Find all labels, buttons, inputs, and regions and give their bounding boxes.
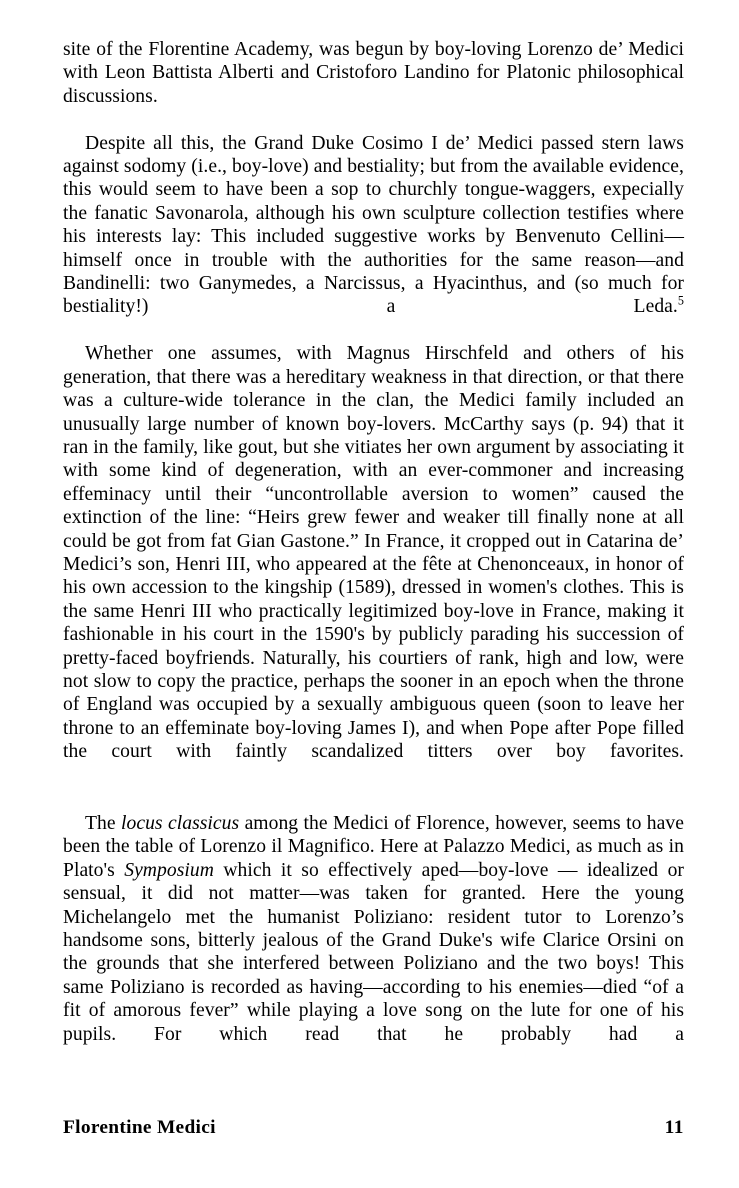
locus-segment-3: which it so effectively aped—boy-love — idealized or sensual, it did not matter—was taken for granted. Here the young Michelangelo met the humanist Poliziano: resident tutor to Lorenzo’s handsome sons, bitterly jealous of the Grand Duke's wife Clarice Orsini on the grounds that she interfered between Poliziano and the two boys! This same Poliziano is recorded as having—according to his enemies—died “of a fit of amorous fever” while playing a love song on the lute for one of his pupils. For which read that he probably had a xyxy=(63,859,684,1045)
paragraph-cosimo-text: Despite all this, the Grand Duke Cosimo I de’ Medici passed stern laws against sodomy (i.e., boy-love) and bestiality; but from the available evidence, this would seem to have been a sop to churchly tongue-waggers, expecially the fanatic Savonarola, although his own sculpture collection testifies where his interests lay: This included suggestive works by Benvenuto Cellini—himself once in trouble with the authorities for the same reason—and Bandinelli: two Ganymedes, a Narcissus, a Hyacinthus, and (so much for bestiality!) a Leda. xyxy=(63,132,684,318)
locus-segment-2: among the Medici of Florence, however, seems to have been the table of Lorenzo il Magnifico. Here at Palazzo Medici, as much as in Plato's xyxy=(63,813,684,881)
paragraph-locus-classicus xyxy=(63,812,684,1069)
paragraph-academy: site of the Florentine Academy, was begun by boy-loving Lorenzo de’ Medici with Leon Battista Alberti and Cristoforo Landino for Platonic philosophical discussions. xyxy=(63,39,684,107)
text-column xyxy=(63,38,684,1069)
running-head: Florentine Medici xyxy=(63,1117,216,1138)
paragraph-hirschfeld: Whether one assumes, with Magnus Hirschfeld and others of his generation, that there was a hereditary weakness in that direction, or that there was a culture-wide tolerance in the clan, the Medici family included an unusually large number of known boy-lovers. McCarthy says (p. 94) that it ran in the family, like gout, but she vitiates her own argument by associating it with some kind of degeneration, with an ever-commoner and increasing effeminacy until their “uncontrollable aversion to women” caused the extinction of the line: “Heirs grew fewer and weaker till finally none at all could be got from fat Gian Gastone.” In France, it cropped out in Catarina de’ Medici’s son, Henri III, who appeared at the fête at Chenonceaux, in honor of his own accession to the kingship (1589), dressed in women's clothes. This is the same Henri III who practically legitimized boy-love in France, making it fashionable in his court in the 1590's by publicly parading his succession of pretty-faced boyfriends. Naturally, his courtiers of rank, high and low, were not slow to copy the practice, perhaps the sooner in an epoch when the throne of England was occupied by a sexually ambiguous queen (soon to leave her throne to an effeminate boy-loving James I), and when Pope after Pope filled the court with faintly scandalized titters over boy favorites. xyxy=(63,343,684,763)
italic-symposium: Symposium xyxy=(124,859,214,881)
page-footer xyxy=(63,1117,684,1139)
italic-locus-classicus: locus classicus xyxy=(121,813,240,834)
page-number: 11 xyxy=(664,1117,684,1138)
footnote-marker: 5 xyxy=(677,293,684,308)
locus-segment-1: The xyxy=(85,813,121,834)
paragraph-cosimo xyxy=(63,132,684,343)
